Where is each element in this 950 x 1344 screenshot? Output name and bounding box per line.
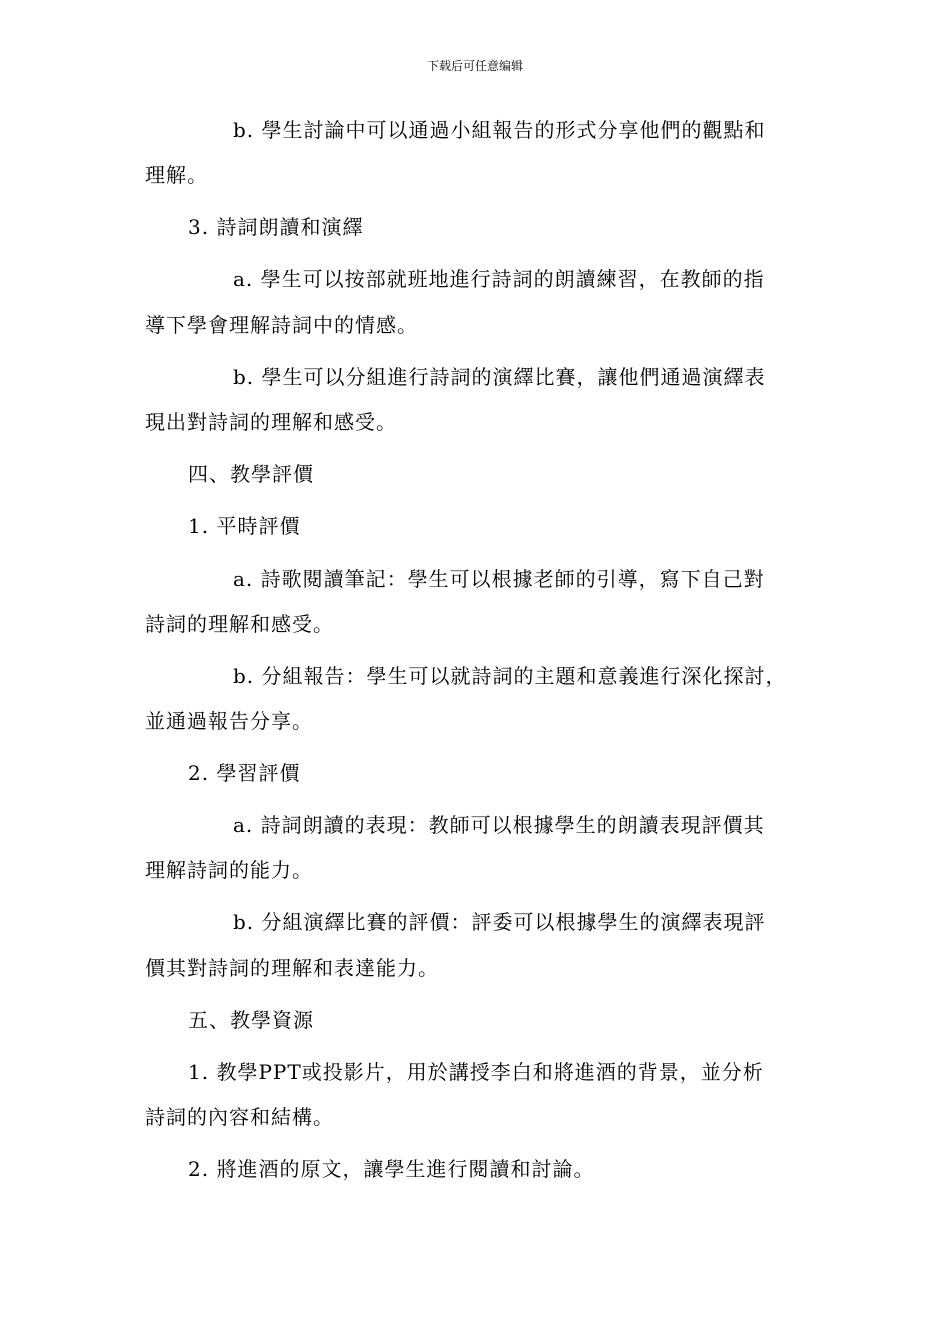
paragraph-line: 理解詩詞的能力。 — [145, 858, 313, 882]
paragraph-line: 詩詞的內容和結構。 — [145, 1105, 334, 1129]
paragraph-line: 2. 將進酒的原文，讓學生進行閱讀和討論。 — [188, 1157, 595, 1181]
paragraph-line: 現出對詩詞的理解和感受。 — [145, 410, 397, 434]
paragraph-line: b. 學生可以分組進行詩詞的演繹比賽，讓他們通過演繹表 — [233, 365, 766, 389]
paragraph-line: a. 詩歌閱讀筆記：學生可以根據老師的引導，寫下自己對 — [233, 567, 765, 591]
paragraph-line: 價其對詩詞的理解和表達能力。 — [145, 956, 439, 980]
paragraph-line: 並通過報告分享。 — [145, 709, 313, 733]
section-heading: 2. 學習評價 — [188, 761, 301, 785]
paragraph-line: a. 學生可以按部就班地進行詩詞的朗讀練習，在教師的指 — [233, 267, 765, 291]
page-header: 下载后可任意编辑 — [426, 59, 523, 73]
paragraph-line: b. 分組演繹比賽的評價：評委可以根據學生的演繹表現評 — [233, 910, 766, 934]
paragraph-line: a. 詩詞朗讀的表現：教師可以根據學生的朗讀表現評價其 — [233, 813, 765, 837]
paragraph-line: 1. 教學PPT或投影片，用於講授李白和將進酒的背景，並分析 — [188, 1060, 764, 1084]
section-heading: 3. 詩詞朗讀和演繹 — [188, 215, 364, 239]
paragraph-line: 理解。 — [145, 163, 208, 187]
paragraph-line: b. 學生討論中可以通過小組報告的形式分享他們的觀點和 — [233, 118, 766, 142]
paragraph-line: 導下學會理解詩詞中的情感。 — [145, 313, 418, 337]
paragraph-line: 詩詞的理解和感受。 — [145, 612, 334, 636]
section-heading: 1. 平時評價 — [188, 514, 301, 538]
paragraph-line: b. 分組報告：學生可以就詩詞的主題和意義進行深化探討， — [233, 664, 787, 688]
section-heading: 四、教學評價 — [188, 462, 314, 486]
section-heading: 五、教學資源 — [188, 1008, 314, 1032]
